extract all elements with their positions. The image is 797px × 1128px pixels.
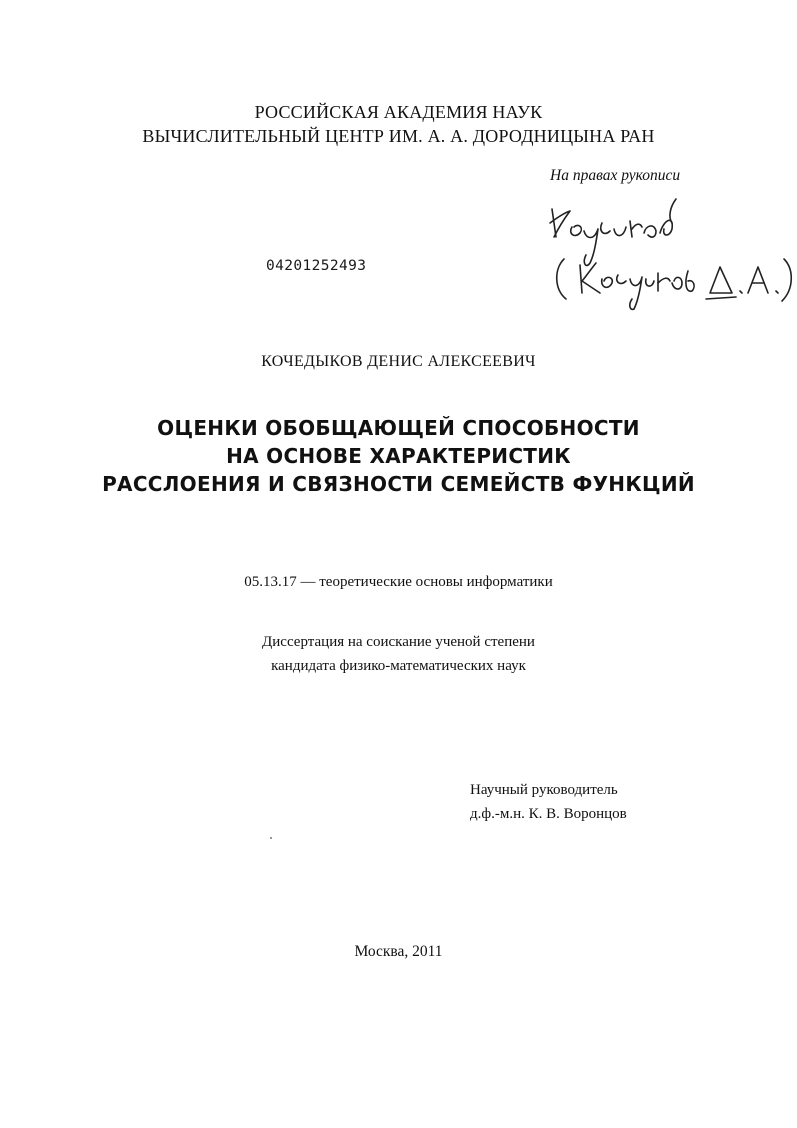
scan-speck — [270, 837, 272, 839]
thesis-title-line-2: НА ОСНОВЕ ХАРАКТЕРИСТИК — [226, 444, 571, 468]
computing-center-name: ВЫЧИСЛИТЕЛЬНЫЙ ЦЕНТР ИМ. А. А. ДОРОДНИЦЫНА РАН — [142, 126, 655, 146]
supervisor-name: д.ф.-м.н. К. В. Воронцов — [470, 806, 627, 822]
signature-drawing — [540, 193, 797, 313]
inventory-number: 04201252493 — [266, 258, 367, 274]
manuscript-rights-note: На правах рукописи — [550, 167, 681, 184]
specialty-code: 05.13.17 — теоретические основы информатики — [244, 574, 553, 590]
city-year: Москва, 2011 — [354, 943, 443, 960]
thesis-title-line-1: ОЦЕНКИ ОБОБЩАЮЩЕЙ СПОСОБНОСТИ — [157, 416, 640, 440]
dissertation-degree-line-1: Диссертация на соискание ученой степени — [262, 634, 535, 650]
author-name: КОЧЕДЫКОВ ДЕНИС АЛЕКСЕЕВИЧ — [261, 353, 536, 370]
thesis-title-line-3: РАССЛОЕНИЯ И СВЯЗНОСТИ СЕМЕЙСТВ ФУНКЦИЙ — [102, 472, 695, 496]
handwritten-signature — [540, 193, 797, 313]
academy-name: РОССИЙСКАЯ АКАДЕМИЯ НАУК — [254, 102, 543, 122]
dissertation-degree-line-2: кандидата физико-математических наук — [271, 658, 526, 674]
supervisor-label: Научный руководитель — [470, 782, 618, 798]
